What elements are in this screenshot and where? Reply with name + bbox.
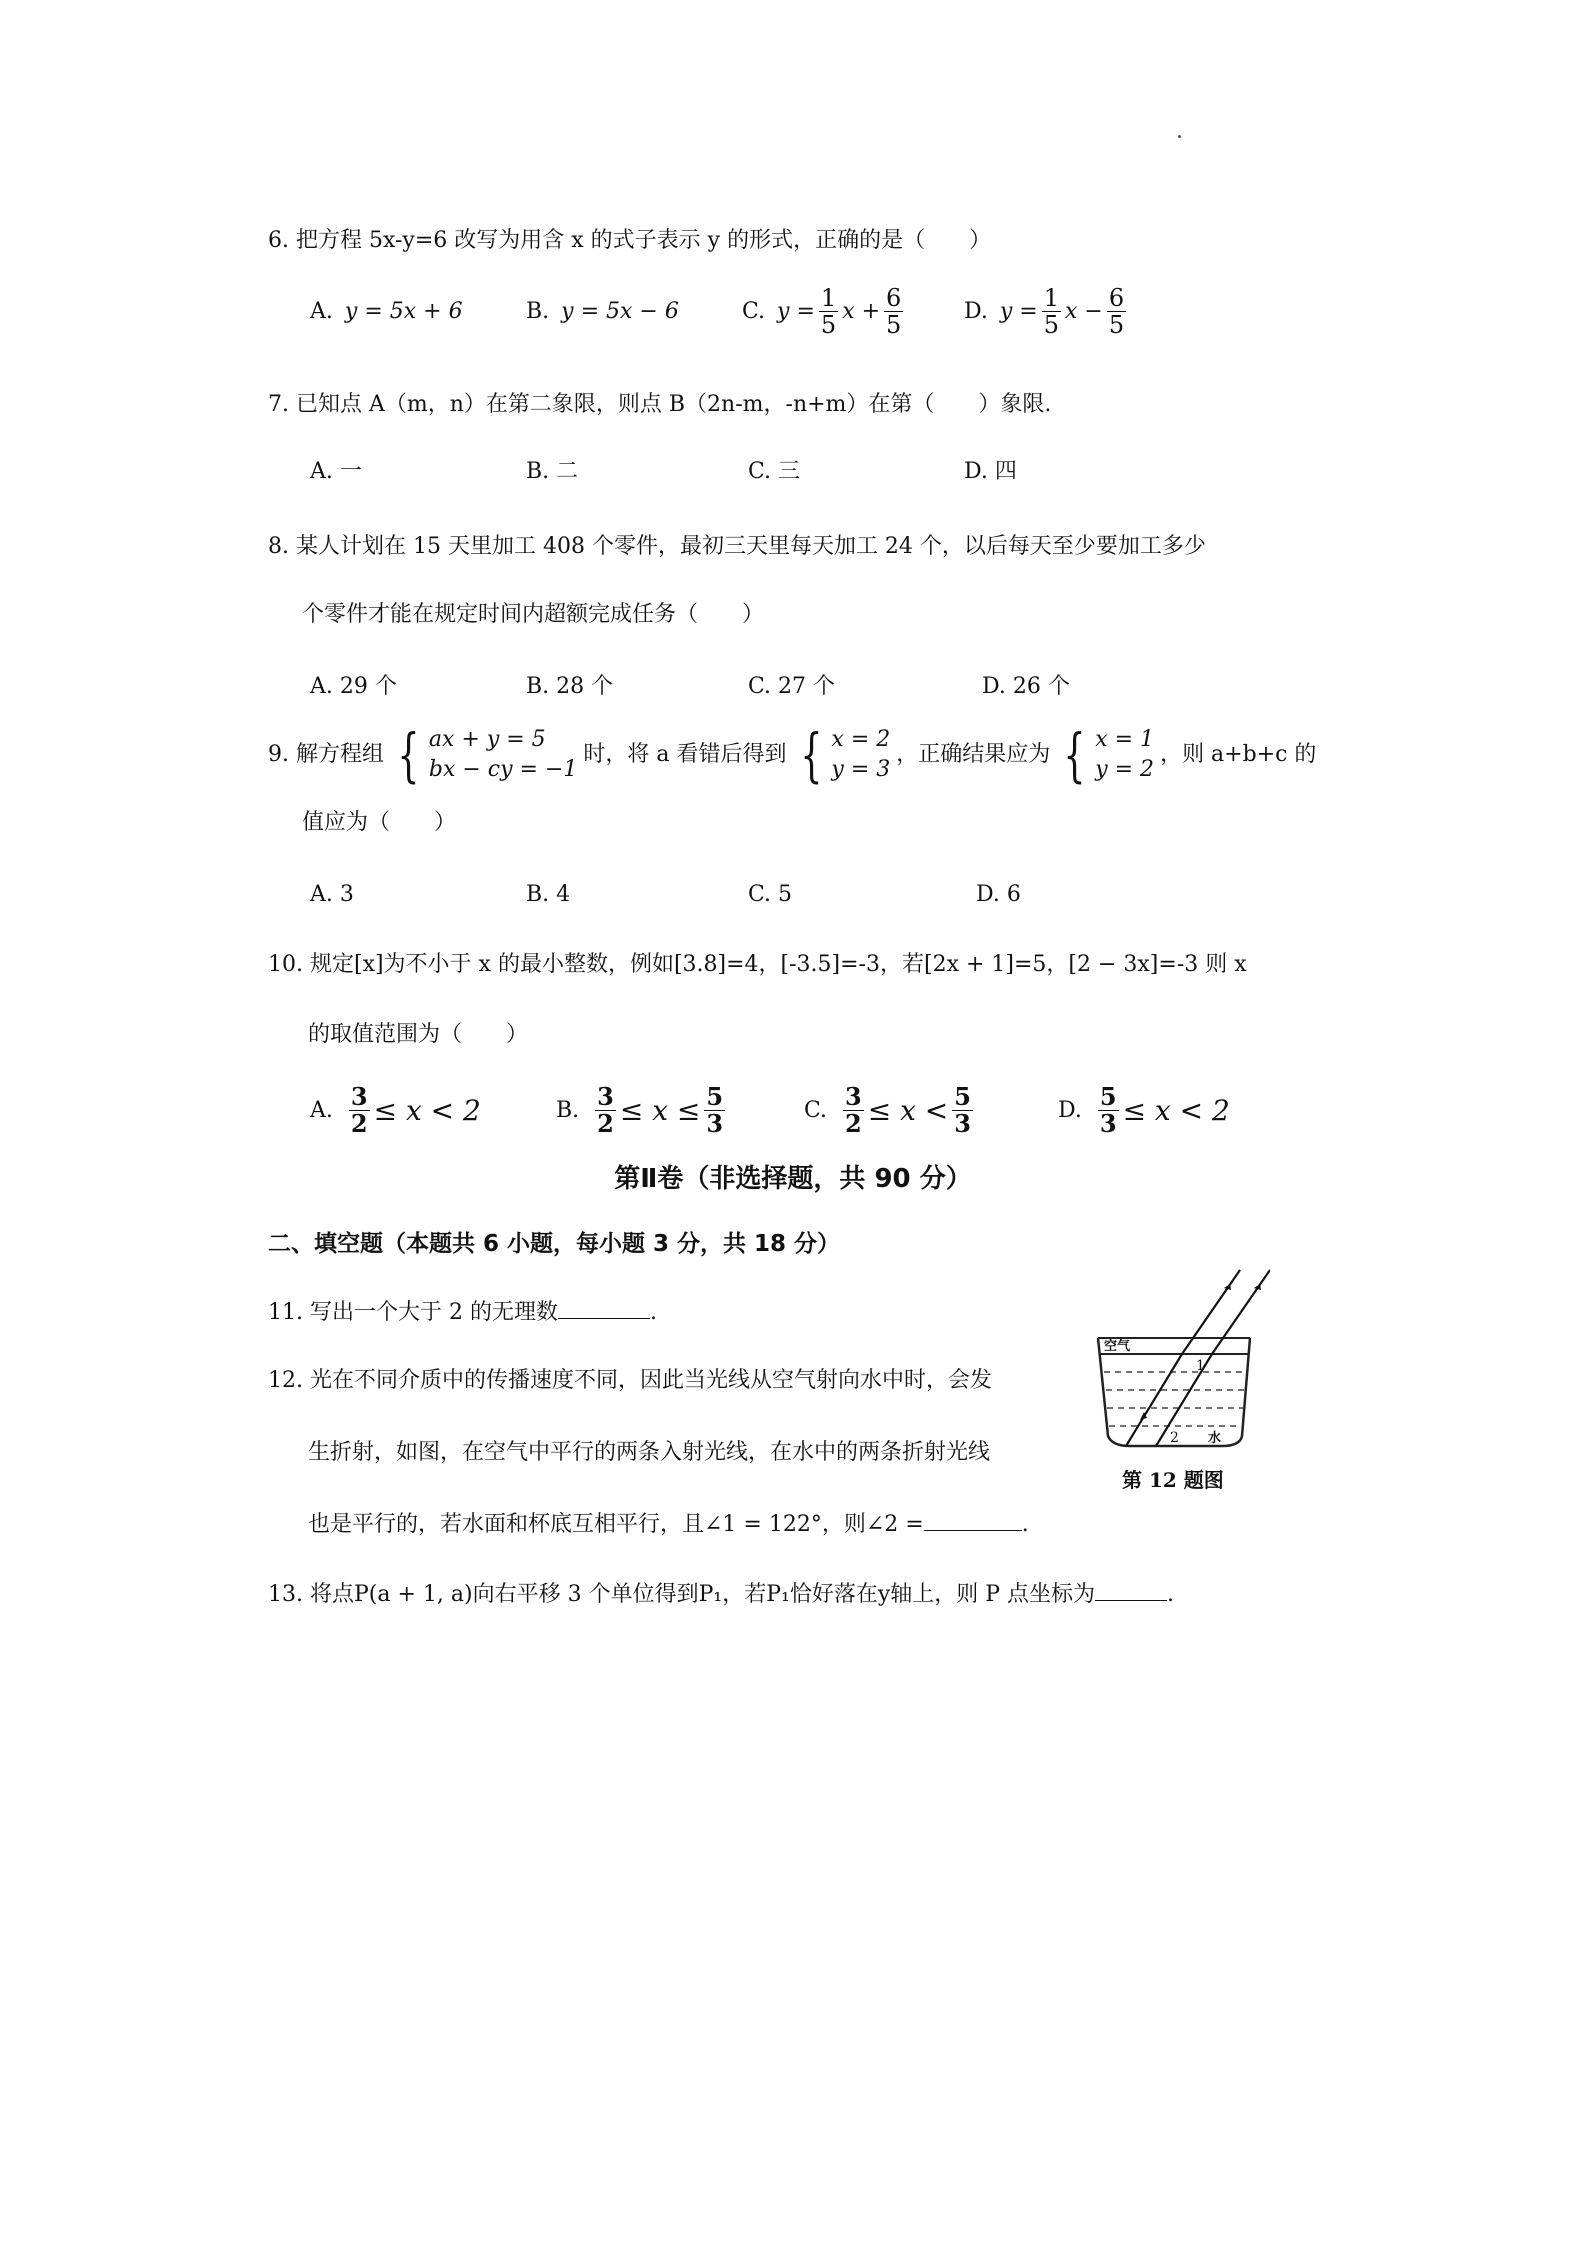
option-7b[interactable]: B. 二 — [526, 459, 579, 484]
question-12-text: 12. 光在不同介质中的传播速度不同，因此当光线从空气射向水中时，会发 — [268, 1368, 992, 1393]
equation-row: ax + y = 5 — [428, 727, 546, 752]
option-text: ≤ x < 2 — [373, 1093, 481, 1127]
question-10-text-cont: 的取值范围为（ ） — [308, 1022, 529, 1047]
option-10c[interactable] — [804, 1084, 1058, 1137]
option-label: B. — [556, 1097, 580, 1123]
option-text: x − — [1065, 298, 1103, 324]
punctuation: . — [1021, 1512, 1029, 1537]
question-9-text-cont: 值应为（ ） — [302, 810, 457, 835]
section-heading: 二、填空题（本题共 6 小题，每小题 3 分，共 18 分） — [268, 1231, 841, 1257]
option-7a[interactable]: A. 一 — [310, 459, 362, 484]
fraction — [1098, 1084, 1119, 1137]
option-label: C. — [742, 298, 766, 324]
option-8c[interactable]: C. 27 个 — [748, 674, 836, 699]
equation-system: { ax + y = 5 bx − cy = −1 — [397, 721, 578, 789]
option-text: ≤ x < 2 — [1122, 1093, 1230, 1127]
numerator: 3 — [597, 1082, 614, 1111]
option-text: y = — [777, 298, 815, 324]
option-9d[interactable]: D. 6 — [976, 882, 1021, 907]
option-10b[interactable] — [556, 1084, 804, 1137]
equation-system: { x = 2 y = 3 — [799, 721, 891, 789]
numerator: 1 — [1043, 284, 1059, 312]
question-10-text: 10. 规定[x]为不小于 x 的最小整数，例如[3.8]=4，[-3.5]=-3，若[2x + 1]=5，[2 − 3x]=-3 则 x — [268, 952, 1247, 977]
numerator: 3 — [350, 1082, 368, 1111]
answer-blank[interactable] — [924, 1508, 1022, 1531]
option-label: B. — [526, 298, 550, 324]
question-6 — [268, 226, 991, 256]
fraction — [704, 1084, 725, 1137]
option-label: C. — [804, 1097, 828, 1123]
fraction — [819, 285, 838, 338]
denominator: 2 — [597, 1109, 614, 1138]
question-10 — [268, 950, 1247, 980]
option-label: A. — [310, 298, 333, 324]
option-text: ≤ x < — [867, 1093, 949, 1127]
fraction — [884, 285, 903, 338]
question-8-options — [310, 672, 1070, 702]
question-13 — [268, 1578, 1174, 1610]
numerator: 1 — [820, 284, 837, 312]
question-12-text-cont: 生折射，如图，在空气中平行的两条入射光线，在水中的两条折射光线 — [308, 1440, 991, 1465]
option-8d[interactable]: D. 26 个 — [982, 674, 1070, 699]
refraction-figure — [1090, 1268, 1270, 1483]
option-9c[interactable]: C. 5 — [748, 882, 793, 907]
question-8-text-cont: 个零件才能在规定时间内超额完成任务（ ） — [302, 602, 765, 627]
question-11 — [268, 1296, 657, 1328]
numerator: 5 — [1099, 1082, 1117, 1111]
question-12-text: 也是平行的，若水面和杯底互相平行，且∠1 = 122°，则∠2 = — [308, 1512, 924, 1537]
question-9-options — [310, 880, 1021, 910]
option-label: A. — [310, 1097, 333, 1123]
question-8 — [268, 532, 1206, 562]
figure-caption: 第 12 题图 — [1122, 1468, 1224, 1492]
denominator: 5 — [886, 311, 902, 339]
option-7d[interactable]: D. 四 — [964, 459, 1017, 484]
denominator: 3 — [706, 1109, 724, 1138]
punctuation: . — [1167, 1582, 1175, 1607]
answer-blank[interactable] — [1095, 1578, 1167, 1601]
question-11-text: 11. 写出一个大于 2 的无理数 — [268, 1300, 558, 1325]
question-7-text: 7. 已知点 A（m，n）在第二象限，则点 B（2n-m，-n+m）在第（ ）象限. — [268, 392, 1052, 417]
option-8a[interactable]: A. 29 个 — [310, 674, 397, 699]
question-6-text: 6. 把方程 5x-y=6 改写为用含 x 的式子表示 y 的形式，正确的是（ ） — [268, 228, 992, 253]
question-9-text: ，则 a+b+c 的 — [1160, 742, 1317, 767]
denominator: 5 — [1108, 311, 1125, 339]
cup-diagram — [1090, 1268, 1270, 1468]
option-7c[interactable]: C. 三 — [748, 459, 801, 484]
option-9b[interactable]: B. 4 — [526, 882, 571, 907]
equation-row: y = 2 — [1095, 757, 1155, 782]
option-label: D. — [964, 298, 988, 324]
denominator: 3 — [1099, 1109, 1117, 1138]
option-text: y = — [999, 298, 1038, 324]
denominator: 5 — [1043, 311, 1059, 339]
question-13-text: 13. 将点P(a + 1, a)向右平移 3 个单位得到P₁，若P₁恰好落在y轴上，则 P 点坐标为 — [268, 1582, 1096, 1607]
option-9a[interactable]: A. 3 — [310, 882, 354, 907]
label-angle-2: 2 — [1170, 1430, 1179, 1446]
option-text: ≤ x ≤ — [619, 1093, 701, 1127]
option-label: D. — [1058, 1097, 1082, 1123]
equation-row: bx − cy = −1 — [428, 757, 578, 782]
option-text: x + — [842, 298, 881, 324]
fraction — [595, 1084, 616, 1137]
question-12-text-cont — [308, 1508, 1029, 1540]
scan-speck — [1178, 135, 1181, 138]
numerator: 6 — [1108, 284, 1125, 312]
punctuation: . — [649, 1300, 657, 1325]
option-6d[interactable] — [964, 285, 1130, 338]
denominator: 3 — [954, 1109, 971, 1138]
equation-row: x = 1 — [1095, 727, 1155, 752]
equation-row: x = 2 — [831, 727, 891, 752]
fraction — [1107, 285, 1126, 338]
numerator: 6 — [886, 284, 902, 312]
option-10d[interactable] — [1058, 1084, 1230, 1137]
option-8b[interactable]: B. 28 个 — [526, 674, 614, 699]
question-9-text: 9. 解方程组 — [268, 742, 384, 767]
denominator: 2 — [350, 1109, 368, 1138]
answer-blank[interactable] — [558, 1296, 650, 1319]
question-9 — [268, 722, 1316, 788]
question-9-text: 时，将 a 看错后得到 — [583, 742, 787, 767]
question-6-options — [310, 285, 1130, 338]
question-10-options — [310, 1084, 1230, 1137]
option-text: y = 5x + 6 — [344, 298, 463, 324]
incident-ray — [1212, 1270, 1270, 1354]
denominator: 2 — [845, 1109, 862, 1138]
label-air: 空气 — [1104, 1339, 1131, 1354]
option-6c[interactable] — [742, 285, 964, 338]
question-7 — [268, 390, 1051, 420]
question-9-text: ，正确结果应为 — [896, 742, 1051, 767]
fraction — [952, 1084, 973, 1137]
numerator: 5 — [706, 1082, 724, 1111]
option-10a[interactable] — [310, 1084, 556, 1137]
fraction — [349, 1084, 370, 1137]
label-angle-1: 1 — [1196, 1358, 1205, 1374]
question-7-options — [310, 457, 1017, 487]
incident-ray — [1182, 1270, 1240, 1354]
numerator: 3 — [845, 1082, 862, 1111]
part-heading: 第Ⅱ卷（非选择题，共 90 分） — [614, 1164, 972, 1194]
fraction — [843, 1084, 864, 1137]
fraction — [1042, 285, 1061, 338]
numerator: 5 — [954, 1082, 971, 1111]
option-text: y = 5x − 6 — [561, 298, 679, 324]
label-water: 水 — [1208, 1431, 1222, 1446]
equation-system: { x = 1 y = 2 — [1063, 721, 1155, 789]
equation-row: y = 3 — [831, 757, 891, 782]
denominator: 5 — [820, 311, 837, 339]
question-12 — [268, 1366, 992, 1396]
option-6b[interactable] — [526, 297, 742, 327]
option-6a[interactable] — [310, 297, 526, 327]
question-8-text: 8. 某人计划在 15 天里加工 408 个零件，最初三天里每天加工 24 个，以后每天至少要加工多少 — [268, 534, 1206, 559]
